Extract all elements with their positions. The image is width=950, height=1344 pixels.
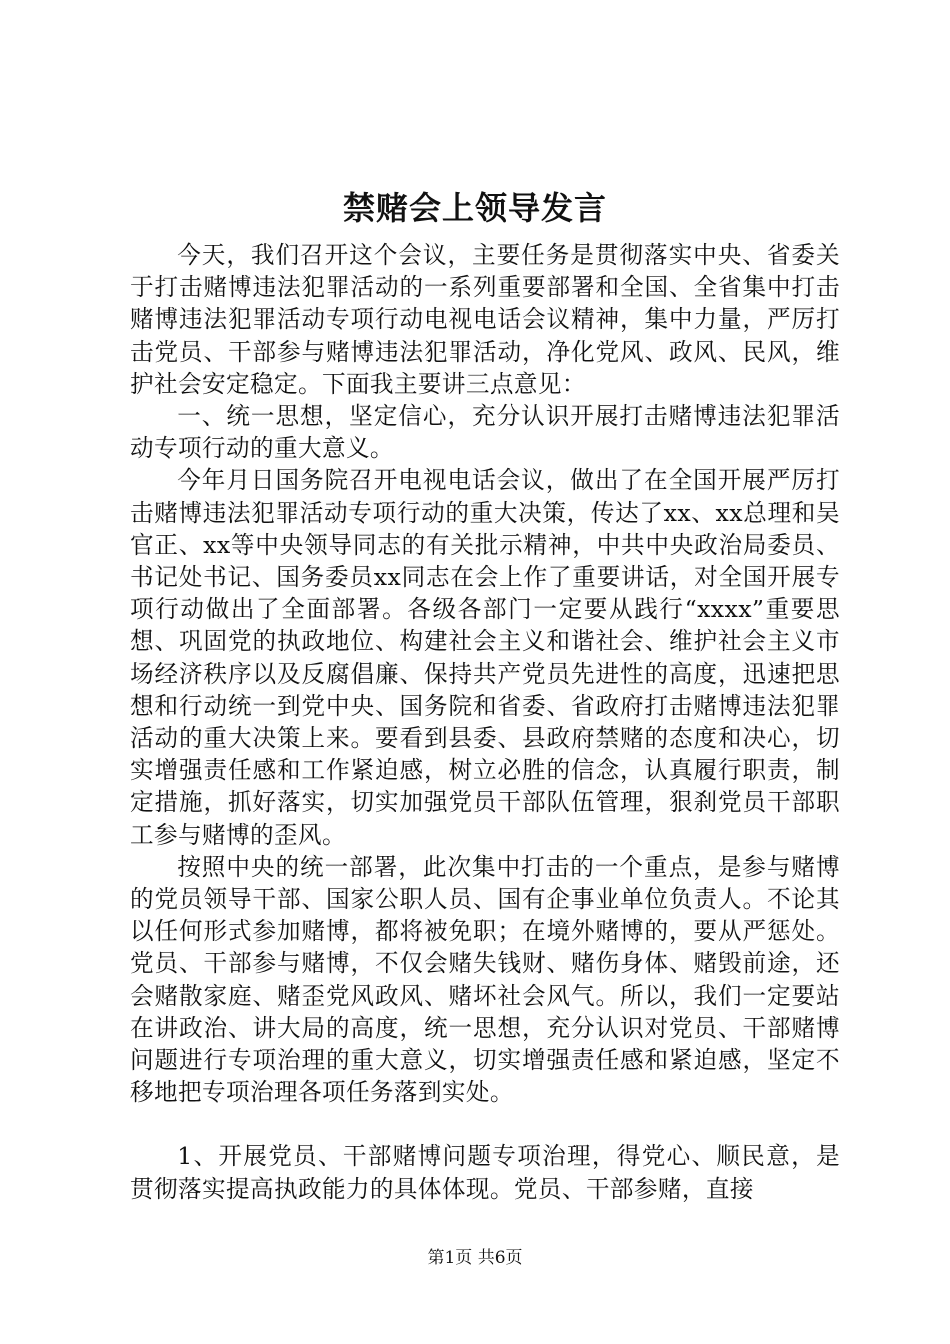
document-body (130, 239, 840, 1205)
paragraph-point-one: 1、开展党员、干部赌博问题专项治理，得党心、顺民意，是贯彻落实提高执政能力的具体体现。党员、干部参赌，直接 (130, 1142, 840, 1203)
paragraph-heading-one: 一、统一思想，坚定信心，充分认识开展打击赌博违法犯罪活动专项行动的重大意义。 (130, 402, 840, 463)
paragraph-intro: 今天，我们召开这个会议，主要任务是贯彻落实中央、省委关于打击赌博违法犯罪活动的一系列重要部署和全国、全省集中打击赌博违法犯罪活动专项行动电视电话会议精神，集中力量，严厉打击党员、干部参与赌博违法犯罪活动，净化党风、政风、民风，维护社会安定稳定。下面我主要讲三点意见： (130, 241, 840, 398)
document-title: 禁赌会上领导发言 (342, 189, 607, 227)
page-number-footer: 第1页 共6页 (427, 1248, 523, 1268)
paragraph-body: 今年月日国务院召开电视电话会议，做出了在全国开展严厉打击赌博违法犯罪活动专项行动的重大决策，传达了xx、xx总理和吴官正、xx等中央领导同志的有关批示精神，中共中央政治局委员、书记处书记、国务委员xx同志在会上作了重要讲话，对全国开展专项行动做出了全面部署。各级各部门一定要从践行“xxxx”重要思想、巩固党的执政地位、构建社会主义和谐社会、维护社会主义市场经济秩序以及反腐倡廉、保持共产党员先进性的高度，迅速把思想和行动统一到党中央、国务院和省委、省政府打击赌博违法犯罪活动的重大决策上来。要看到县委、县政府禁赌的态度和决心，切实增强责任感和工作紧迫感，树立必胜的信念，认真履行职责，制定措施，抓好落实，切实加强党员干部队伍管理，狠刹党员干部职工参与赌博的歪风。 (130, 466, 840, 849)
paragraph-body: 按照中央的统一部署，此次集中打击的一个重点，是参与赌博的党员领导干部、国家公职人员、国有企事业单位负责人。不论其以任何形式参加赌博，都将被免职；在境外赌博的，要从严惩处。党员、干部参与赌博，不仅会赌失钱财、赌伤身体、赌毁前途，还会赌散家庭、赌歪党风政风、赌坏社会风气。所以，我们一定要站在讲政治、讲大局的高度，统一思想，充分认识对党员、干部赌博问题进行专项治理的重大意义，切实增强责任感和紧迫感，坚定不移地把专项治理各项任务落到实处。 (130, 852, 840, 1107)
